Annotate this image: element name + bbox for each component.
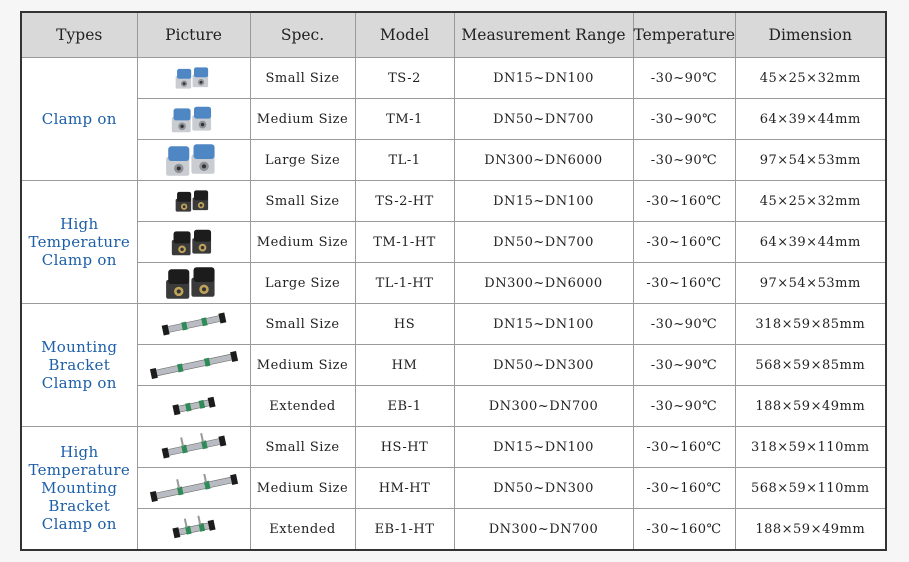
table-row <box>21 427 886 468</box>
range-cell: DN300~DN700 <box>454 509 633 551</box>
header-row <box>21 12 886 58</box>
range-cell: DN50~DN700 <box>454 99 633 140</box>
temperature-cell: -30~90℃ <box>633 304 735 345</box>
table-row <box>21 140 886 181</box>
type-label-line: Bracket <box>48 497 111 515</box>
temperature-cell: -30~160℃ <box>633 468 735 509</box>
temperature-cell: -30~90℃ <box>633 140 735 181</box>
spec-cell: Small Size <box>250 427 355 468</box>
table-row <box>21 345 886 386</box>
spec-cell: Extended <box>250 509 355 551</box>
header-temperature: Temperature <box>633 12 735 58</box>
blue-clamp-sensor-small-icon <box>137 58 250 99</box>
blue-clamp-sensor-medium-icon <box>137 99 250 140</box>
model-cell: HS-HT <box>355 427 454 468</box>
spec-cell: Large Size <box>250 140 355 181</box>
header-dimension: Dimension <box>735 12 886 58</box>
type-label-line: Temperature <box>28 233 131 251</box>
ht-mounting-bracket-small-icon <box>137 427 250 468</box>
temperature-cell: -30~160℃ <box>633 509 735 551</box>
temperature-cell: -30~90℃ <box>633 58 735 99</box>
ht-mounting-bracket-extended-icon <box>137 509 250 551</box>
dimension-cell: 568×59×85mm <box>735 345 886 386</box>
type-label-line: High <box>60 215 99 233</box>
spec-cell: Medium Size <box>250 345 355 386</box>
model-cell: TS-2 <box>355 58 454 99</box>
model-cell: HS <box>355 304 454 345</box>
blue-clamp-sensor-large-icon <box>137 140 250 181</box>
temperature-cell: -30~90℃ <box>633 386 735 427</box>
type-label-line: Clamp on <box>41 374 117 392</box>
spec-cell: Extended <box>250 386 355 427</box>
range-cell: DN300~DN6000 <box>454 263 633 304</box>
model-cell: HM-HT <box>355 468 454 509</box>
temperature-cell: -30~160℃ <box>633 181 735 222</box>
type-cell <box>21 58 137 181</box>
type-label-line: Temperature <box>28 461 131 479</box>
type-label-line: Clamp on <box>41 110 117 128</box>
type-label-line: Mounting <box>41 338 118 356</box>
model-cell: TM-1-HT <box>355 222 454 263</box>
black-clamp-sensor-large-icon <box>137 263 250 304</box>
range-cell: DN50~DN300 <box>454 345 633 386</box>
model-cell: TM-1 <box>355 99 454 140</box>
range-cell: DN300~DN700 <box>454 386 633 427</box>
dimension-cell: 318×59×110mm <box>735 427 886 468</box>
range-cell: DN15~DN100 <box>454 304 633 345</box>
type-label-line: Clamp on <box>41 251 117 269</box>
dimension-cell: 45×25×32mm <box>735 58 886 99</box>
model-cell: TL-1-HT <box>355 263 454 304</box>
temperature-cell: -30~160℃ <box>633 222 735 263</box>
spec-cell: Medium Size <box>250 99 355 140</box>
spec-cell: Small Size <box>250 58 355 99</box>
dimension-cell: 318×59×85mm <box>735 304 886 345</box>
type-cell <box>21 304 137 427</box>
header-picture: Picture <box>137 12 250 58</box>
temperature-cell: -30~160℃ <box>633 427 735 468</box>
temperature-cell: -30~90℃ <box>633 345 735 386</box>
range-cell: DN50~DN700 <box>454 222 633 263</box>
range-cell: DN300~DN6000 <box>454 140 633 181</box>
dimension-cell: 97×54×53mm <box>735 140 886 181</box>
dimension-cell: 45×25×32mm <box>735 181 886 222</box>
range-cell: DN15~DN100 <box>454 58 633 99</box>
type-label-line: Mounting <box>41 479 118 497</box>
table-row <box>21 509 886 551</box>
dimension-cell: 64×39×44mm <box>735 99 886 140</box>
range-cell: DN15~DN100 <box>454 427 633 468</box>
header-types: Types <box>21 12 137 58</box>
model-cell: TL-1 <box>355 140 454 181</box>
table-row <box>21 99 886 140</box>
model-cell: TS-2-HT <box>355 181 454 222</box>
table-row <box>21 468 886 509</box>
temperature-cell: -30~160℃ <box>633 263 735 304</box>
model-cell: HM <box>355 345 454 386</box>
mounting-bracket-extended-icon <box>137 386 250 427</box>
table-row <box>21 222 886 263</box>
range-cell: DN50~DN300 <box>454 468 633 509</box>
mounting-bracket-medium-icon <box>137 345 250 386</box>
type-cell <box>21 427 137 551</box>
spec-cell: Medium Size <box>250 468 355 509</box>
model-cell: EB-1-HT <box>355 509 454 551</box>
spec-cell: Small Size <box>250 181 355 222</box>
type-label-line: Bracket <box>48 356 111 374</box>
spec-cell: Small Size <box>250 304 355 345</box>
header-model: Model <box>355 12 454 58</box>
dimension-cell: 64×39×44mm <box>735 222 886 263</box>
ht-mounting-bracket-medium-icon <box>137 468 250 509</box>
spec-cell: Medium Size <box>250 222 355 263</box>
model-cell: EB-1 <box>355 386 454 427</box>
mounting-bracket-small-icon <box>137 304 250 345</box>
header-measurement-range: Measurement Range <box>454 12 633 58</box>
dimension-cell: 97×54×53mm <box>735 263 886 304</box>
type-label-line: High <box>60 443 99 461</box>
black-clamp-sensor-medium-icon <box>137 222 250 263</box>
black-clamp-sensor-small-icon <box>137 181 250 222</box>
table-row <box>21 58 886 99</box>
dimension-cell: 188×59×49mm <box>735 509 886 551</box>
product-spec-table <box>20 11 887 551</box>
table-row <box>21 181 886 222</box>
table-row <box>21 263 886 304</box>
range-cell: DN15~DN100 <box>454 181 633 222</box>
header-spec: Spec. <box>250 12 355 58</box>
temperature-cell: -30~90℃ <box>633 99 735 140</box>
dimension-cell: 188×59×49mm <box>735 386 886 427</box>
table-row <box>21 386 886 427</box>
spec-cell: Large Size <box>250 263 355 304</box>
table-row <box>21 304 886 345</box>
type-cell <box>21 181 137 304</box>
type-label-line: Clamp on <box>41 515 117 533</box>
dimension-cell: 568×59×110mm <box>735 468 886 509</box>
